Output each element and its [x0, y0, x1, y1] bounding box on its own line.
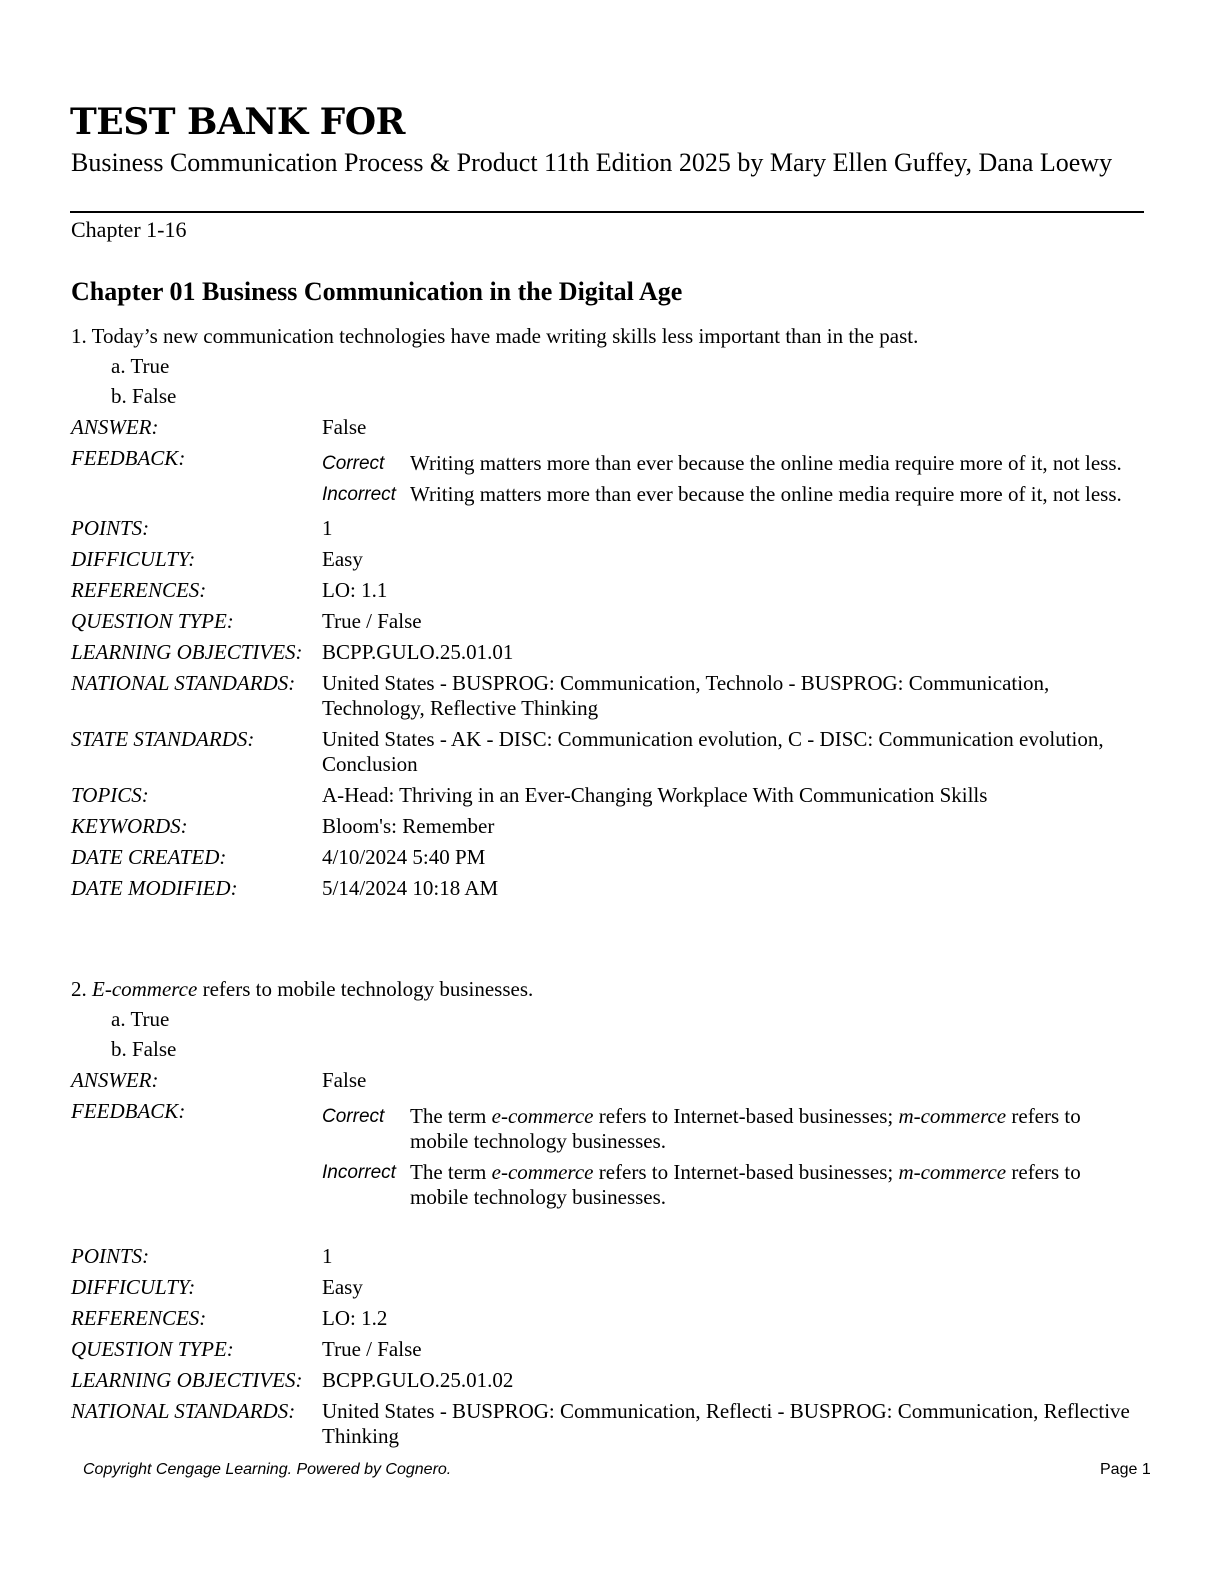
state-standards-label: STATE STANDARDS: [71, 727, 255, 751]
difficulty-row [71, 547, 1146, 572]
choice-a: a. True [111, 354, 170, 378]
keywords-value: Bloom's: Remember [322, 814, 495, 838]
date-created-row [71, 845, 1146, 870]
footer-page-number: Page 1 [1100, 1461, 1151, 1478]
national-standards-label: NATIONAL STANDARDS: [71, 1399, 296, 1423]
question-1 [71, 324, 1146, 901]
question-number: 2. [71, 977, 87, 1001]
choice-a: a. True [111, 1007, 170, 1031]
difficulty-value: Easy [322, 1275, 363, 1299]
references-value: LO: 1.1 [322, 578, 388, 602]
feedback-text-part: The term [410, 1104, 487, 1128]
difficulty-value: Easy [322, 547, 363, 571]
question-type-row [71, 1337, 1146, 1362]
feedback-text-part: refers to Internet-based businesses; [598, 1160, 894, 1184]
national-standards-value: United States - BUSPROG: Communication, Technolo - BUSPROG: Communication, Technology, Reflective Thinking [322, 671, 1050, 720]
feedback-incorrect-row [322, 1160, 1146, 1210]
date-created-label: DATE CREATED: [71, 845, 227, 869]
date-created-value: 4/10/2024 5:40 PM [322, 845, 486, 869]
learning-objectives-value: BCPP.GULO.25.01.01 [322, 640, 514, 664]
feedback-correct-text [410, 1104, 1140, 1154]
feedback-incorrect-text: Writing matters more than ever because the online media require more of it, not less. [410, 482, 1122, 506]
feedback-incorrect-text [410, 1160, 1140, 1210]
feedback-label: FEEDBACK: [71, 1099, 186, 1123]
references-value: LO: 1.2 [322, 1306, 388, 1330]
national-standards-row [71, 1399, 1146, 1449]
question-type-row [71, 609, 1146, 634]
feedback-term: e-commerce [491, 1160, 594, 1184]
feedback-row [71, 1099, 1146, 1210]
references-row [71, 1306, 1146, 1331]
question-type-label: QUESTION TYPE: [71, 609, 234, 633]
feedback-block [322, 1099, 1146, 1210]
state-standards-value: United States - AK - DISC: Communication evolution, C - DISC: Communication evolution, Conclusion [322, 727, 1104, 776]
document-subtitle: Business Communication Process & Product 11th Edition 2025 by Mary Ellen Guffey, Dana Loewy [71, 148, 1113, 177]
footer-copyright: Copyright Cengage Learning. Powered by Cognero. [83, 1461, 452, 1478]
choice-b: b. False [111, 1037, 177, 1061]
feedback-correct-tag: Correct [322, 1106, 385, 1127]
learning-objectives-value: BCPP.GULO.25.01.02 [322, 1368, 514, 1392]
feedback-term: m-commerce [898, 1160, 1007, 1184]
feedback-label: FEEDBACK: [71, 446, 186, 470]
keywords-label: KEYWORDS: [71, 814, 188, 838]
question-term: E-commerce [92, 977, 198, 1001]
date-modified-label: DATE MODIFIED: [71, 876, 238, 900]
topics-value: A-Head: Thriving in an Ever-Changing Workplace With Communication Skills [322, 783, 988, 807]
points-value: 1 [322, 516, 333, 540]
points-label: POINTS: [71, 1244, 150, 1268]
date-modified-value: 5/14/2024 10:18 AM [322, 876, 499, 900]
feedback-text-part: refers to mobile technology businesses. [410, 1160, 1081, 1209]
feedback-row [71, 446, 1146, 507]
points-row [71, 1244, 1146, 1269]
answer-label: ANSWER: [71, 1068, 159, 1092]
question-stem: 1. Today’s new communication technologies have made writing skills less important than in the past. [71, 324, 919, 348]
references-row [71, 578, 1146, 603]
chapter-range: Chapter 1-16 [71, 217, 187, 242]
keywords-row [71, 814, 1146, 839]
feedback-correct-text: Writing matters more than ever because the online media require more of it, not less. [410, 451, 1122, 475]
points-label: POINTS: [71, 516, 150, 540]
learning-objectives-row [71, 640, 1146, 665]
question-2 [71, 977, 1146, 1449]
answer-label: ANSWER: [71, 415, 159, 439]
question-type-value: True / False [322, 609, 422, 633]
feedback-correct-tag: Correct [322, 453, 385, 474]
feedback-incorrect-row [322, 482, 1146, 507]
difficulty-label: DIFFICULTY: [71, 1275, 196, 1299]
answer-row [71, 1068, 1146, 1093]
document-title: TEST BANK FOR [70, 101, 405, 143]
points-row [71, 516, 1146, 541]
chapter-heading: Chapter 01 Business Communication in the Digital Age [71, 277, 683, 306]
state-standards-row [71, 727, 1146, 777]
question-type-label: QUESTION TYPE: [71, 1337, 234, 1361]
feedback-block [322, 446, 1146, 507]
feedback-correct-row [322, 446, 1146, 476]
learning-objectives-row [71, 1368, 1146, 1393]
feedback-text-part: refers to mobile technology businesses. [410, 1104, 1081, 1153]
national-standards-label: NATIONAL STANDARDS: [71, 671, 296, 695]
difficulty-row [71, 1275, 1146, 1300]
answer-row [71, 415, 1146, 440]
national-standards-value: United States - BUSPROG: Communication, Reflecti - BUSPROG: Communication, Reflective Thinking [322, 1399, 1130, 1448]
feedback-text-part: The term [410, 1160, 487, 1184]
feedback-term: m-commerce [898, 1104, 1007, 1128]
national-standards-row [71, 671, 1146, 721]
answer-value: False [322, 1068, 367, 1092]
question-type-value: True / False [322, 1337, 422, 1361]
header-divider [70, 211, 1144, 213]
learning-objectives-label: LEARNING OBJECTIVES: [71, 640, 303, 664]
feedback-correct-row [322, 1099, 1146, 1154]
feedback-incorrect-tag: Incorrect [322, 1162, 396, 1183]
date-modified-row [71, 876, 1146, 901]
difficulty-label: DIFFICULTY: [71, 547, 196, 571]
learning-objectives-label: LEARNING OBJECTIVES: [71, 1368, 303, 1392]
references-label: REFERENCES: [71, 578, 207, 602]
choice-b: b. False [111, 384, 177, 408]
question-text: refers to mobile technology businesses. [202, 977, 534, 1001]
question-stem [71, 977, 1146, 1002]
feedback-text-part: refers to Internet-based businesses; [598, 1104, 894, 1128]
feedback-term: e-commerce [491, 1104, 594, 1128]
topics-row [71, 783, 1146, 808]
references-label: REFERENCES: [71, 1306, 207, 1330]
feedback-incorrect-tag: Incorrect [322, 484, 396, 505]
topics-label: TOPICS: [71, 783, 149, 807]
answer-value: False [322, 415, 367, 439]
points-value: 1 [322, 1244, 333, 1268]
